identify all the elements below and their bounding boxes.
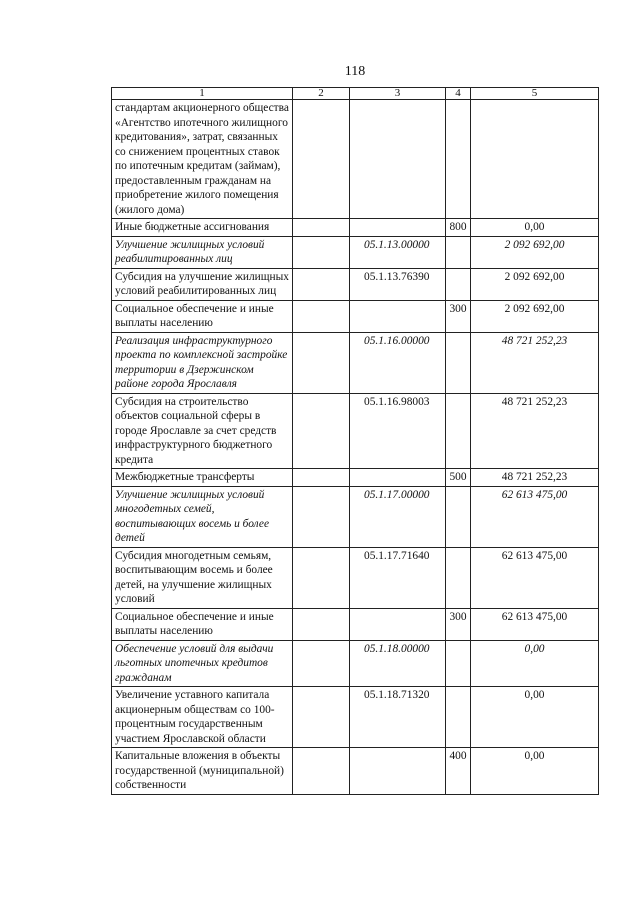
table-row [112, 332, 599, 393]
row-code-cell: 05.1.17.00000 [350, 486, 446, 547]
row-amount-cell: 62 613 475,00 [471, 608, 599, 640]
row-kind-cell [446, 486, 471, 547]
row-name-cell: Межбюджетные трансферты [112, 469, 293, 487]
row-col2-cell [293, 748, 350, 795]
row-kind-cell: 300 [446, 300, 471, 332]
table-row [112, 393, 599, 469]
row-kind-cell [446, 547, 471, 608]
table-body [112, 100, 599, 795]
header-col-1: 1 [112, 88, 293, 100]
table-row [112, 608, 599, 640]
budget-table [111, 87, 599, 795]
row-col2-cell [293, 608, 350, 640]
row-col2-cell [293, 687, 350, 748]
row-amount-cell [471, 100, 599, 219]
row-col2-cell [293, 640, 350, 687]
row-name-cell: Субсидия многодетным семьям, воспитывающим восемь и более детей, на улучшение жилищных условий [112, 547, 293, 608]
table-row [112, 486, 599, 547]
row-kind-cell: 400 [446, 748, 471, 795]
row-col2-cell [293, 486, 350, 547]
table-row [112, 547, 599, 608]
row-amount-cell: 0,00 [471, 687, 599, 748]
row-col2-cell [293, 547, 350, 608]
row-col2-cell [293, 300, 350, 332]
row-name-cell: Улучшение жилищных условий многодетных семей, воспитывающих восемь и более детей [112, 486, 293, 547]
row-code-cell [350, 469, 446, 487]
row-kind-cell [446, 687, 471, 748]
row-amount-cell: 0,00 [471, 748, 599, 795]
row-amount-cell: 2 092 692,00 [471, 300, 599, 332]
row-kind-cell [446, 100, 471, 219]
table-row [112, 640, 599, 687]
row-name-cell: Увеличение уставного капитала акционерным обществам со 100-процентным государственным участием Ярославской области [112, 687, 293, 748]
table-row [112, 469, 599, 487]
row-kind-cell [446, 332, 471, 393]
table-row [112, 300, 599, 332]
row-code-cell: 05.1.17.71640 [350, 547, 446, 608]
row-col2-cell [293, 268, 350, 300]
row-amount-cell: 0,00 [471, 219, 599, 237]
row-amount-cell: 0,00 [471, 640, 599, 687]
row-code-cell [350, 219, 446, 237]
row-name-cell: Социальное обеспечение и иные выплаты населению [112, 300, 293, 332]
row-col2-cell [293, 469, 350, 487]
row-code-cell: 05.1.18.00000 [350, 640, 446, 687]
header-col-3: 3 [350, 88, 446, 100]
row-kind-cell [446, 268, 471, 300]
row-amount-cell: 2 092 692,00 [471, 268, 599, 300]
row-kind-cell [446, 640, 471, 687]
table-row [112, 100, 599, 219]
row-code-cell [350, 608, 446, 640]
row-kind-cell: 300 [446, 608, 471, 640]
header-col-2: 2 [293, 88, 350, 100]
row-name-cell: Улучшение жилищных условий реабилитированных лиц [112, 236, 293, 268]
table-row [112, 219, 599, 237]
row-amount-cell: 48 721 252,23 [471, 393, 599, 469]
table-row [112, 236, 599, 268]
row-code-cell [350, 748, 446, 795]
row-code-cell: 05.1.13.76390 [350, 268, 446, 300]
page-number: 118 [344, 64, 366, 79]
row-amount-cell: 48 721 252,23 [471, 332, 599, 393]
row-code-cell: 05.1.13.00000 [350, 236, 446, 268]
row-name-cell: Субсидия на улучшение жилищных условий реабилитированных лиц [112, 268, 293, 300]
table-header-row [112, 88, 599, 100]
row-col2-cell [293, 393, 350, 469]
row-amount-cell: 62 613 475,00 [471, 486, 599, 547]
row-name-cell: Обеспечение условий для выдачи льготных ипотечных кредитов гражданам [112, 640, 293, 687]
row-col2-cell [293, 236, 350, 268]
row-kind-cell: 500 [446, 469, 471, 487]
row-kind-cell [446, 236, 471, 268]
row-name-cell: Иные бюджетные ассигнования [112, 219, 293, 237]
row-name-cell: Субсидия на строительство объектов социальной сферы в городе Ярославле за счет средств инфраструктурного бюджетного кредита [112, 393, 293, 469]
row-col2-cell [293, 100, 350, 219]
row-code-cell: 05.1.16.00000 [350, 332, 446, 393]
header-col-4: 4 [446, 88, 471, 100]
row-name-cell: Социальное обеспечение и иные выплаты населению [112, 608, 293, 640]
row-name-cell: Реализация инфраструктурного проекта по комплексной застройке территории в Дзержинском районе города Ярославля [112, 332, 293, 393]
row-kind-cell [446, 393, 471, 469]
table-row [112, 687, 599, 748]
row-name-cell: Капитальные вложения в объекты государственной (муниципальной) собственности [112, 748, 293, 795]
row-amount-cell: 2 092 692,00 [471, 236, 599, 268]
row-code-cell: 05.1.16.98003 [350, 393, 446, 469]
row-code-cell [350, 100, 446, 219]
header-col-5: 5 [471, 88, 599, 100]
row-code-cell: 05.1.18.71320 [350, 687, 446, 748]
row-code-cell [350, 300, 446, 332]
table-row [112, 268, 599, 300]
row-amount-cell: 62 613 475,00 [471, 547, 599, 608]
row-kind-cell: 800 [446, 219, 471, 237]
row-col2-cell [293, 332, 350, 393]
table-row [112, 748, 599, 795]
row-name-cell: стандартам акционерного общества «Агентство ипотечного жилищного кредитования», затрат, связанных со снижением процентных ставок по ипотечным кредитам (займам), предоставленным гражданам на приобретение жилого помещения (жилого дома) [112, 100, 293, 219]
row-amount-cell: 48 721 252,23 [471, 469, 599, 487]
row-col2-cell [293, 219, 350, 237]
